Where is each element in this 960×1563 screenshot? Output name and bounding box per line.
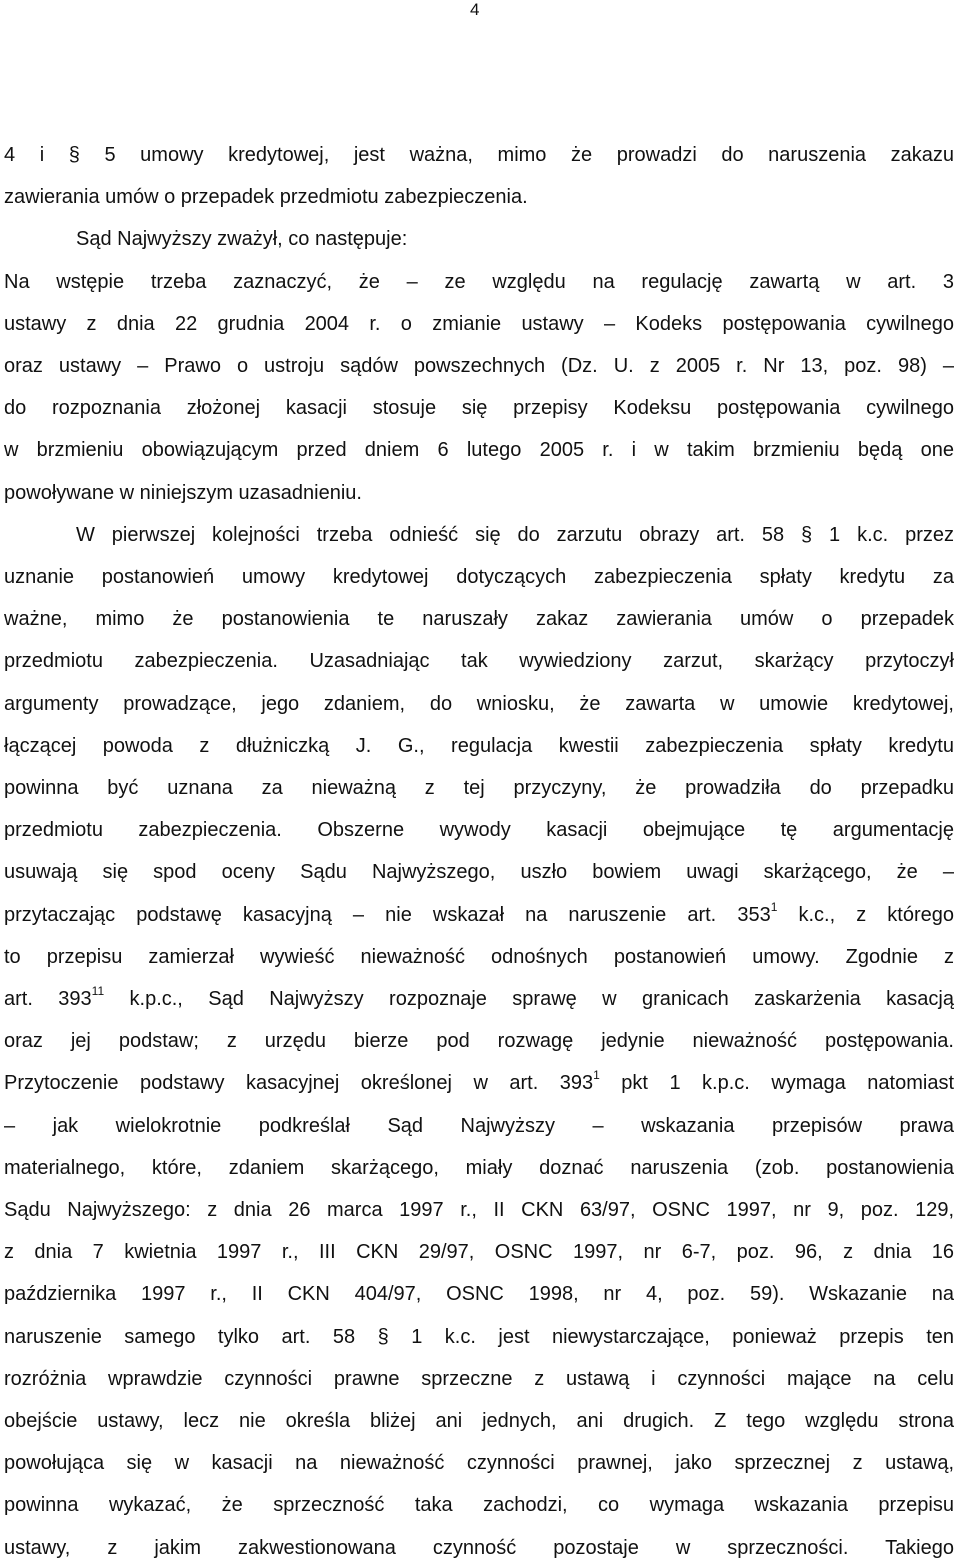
superscript: 11 xyxy=(91,984,105,998)
text-line-content: łączącej powoda z dłużniczką J. G., regulacja kwestii zabezpieczenia spłaty kredytu xyxy=(4,734,954,757)
text-line-content: przedmiotu zabezpieczenia. Uzasadniając tak wywiedziony zarzut, skarżący przytoczył xyxy=(4,650,954,673)
text-line xyxy=(4,1237,954,1267)
superscript: 1 xyxy=(770,899,778,914)
text-line xyxy=(4,1490,954,1520)
text-line xyxy=(4,1322,954,1352)
text-line-content: – jak wielokrotnie podkreślał Sąd Najwyższy – wskazania przepisów prawa xyxy=(4,1114,954,1137)
text-line xyxy=(4,646,954,676)
text-line xyxy=(4,351,954,381)
text-line xyxy=(4,731,954,761)
text-line xyxy=(4,773,954,803)
text-line xyxy=(4,1068,954,1098)
text-line-content: ustawy, z jakim zakwestionowana czynność pozostaje w sprzeczności. Takiego xyxy=(4,1536,954,1559)
text-line-content: art. 393 xyxy=(4,988,92,1010)
text-line-content: z dnia 7 kwietnia 1997 r., III CKN 29/97, OSNC 1997, nr 6-7, poz. 96, z dnia 16 xyxy=(4,1241,954,1264)
text-line-content: to przepisu zamierzał wywieść nieważność odnośnych postanowień umowy. Zgodnie z xyxy=(4,945,954,968)
text-line xyxy=(4,1364,954,1394)
page-number: 4 xyxy=(470,0,480,19)
text-line xyxy=(4,815,954,845)
text-line-content: argumenty prowadzące, jego zdaniem, do wniosku, że zawarta w umowie kredytowej, xyxy=(4,692,954,715)
text-line xyxy=(4,900,954,930)
text-line xyxy=(4,942,954,972)
text-line xyxy=(4,182,954,212)
text-line-content: W pierwszej kolejności trzeba odnieść się do zarzutu obrazy art. 58 § 1 k.c. przez xyxy=(76,523,954,546)
text-line-content: października 1997 r., II CKN 404/97, OSNC 1998, nr 4, poz. 59). Wskazanie na xyxy=(4,1283,954,1306)
text-line-content: Na wstępie trzeba zaznaczyć, że – ze względu na regulację zawartą w art. 3 xyxy=(4,270,954,293)
text-line xyxy=(4,435,954,465)
text-line xyxy=(4,604,954,634)
superscript: 1 xyxy=(593,1068,600,1083)
text-line xyxy=(4,267,954,297)
text-line-content: powołująca się w kasacji na nieważność czynności prawnej, jako sprzecznej z ustawą, xyxy=(4,1452,954,1475)
text-line-content: powinna wykazać, że sprzeczność taka zachodzi, co wymaga wskazania przepisu xyxy=(4,1494,954,1517)
text-line-content: 4 i § 5 umowy kredytowej, jest ważna, mimo że prowadzi do naruszenia zakazu xyxy=(4,144,954,166)
text-line-content: powoływane w niniejszym uzasadnieniu. xyxy=(4,481,362,504)
text-line-content: oraz ustawy – Prawo o ustroju sądów powszechnych (Dz. U. z 2005 r. Nr 13, poz. 98) – xyxy=(4,355,954,377)
text-line-content: do rozpoznania złożonej kasacji stosuje się przepisy Kodeksu postępowania cywilnego xyxy=(4,397,954,420)
text-line-content: Przytoczenie podstawy kasacyjnej określonej w art. 393 xyxy=(4,1072,594,1095)
text-line xyxy=(4,478,954,508)
text-line-continuation: k.p.c., Sąd Najwyższy rozpoznaje sprawę w granicach zaskarżenia kasacją xyxy=(104,988,954,1010)
text-line xyxy=(4,562,954,592)
text-line-content: oraz jej podstaw; z urzędu bierze pod rozwagę jedynie nieważność postępowania. xyxy=(4,1030,954,1053)
text-line-continuation: pkt 1 k.p.c. wymaga natomiast xyxy=(599,1072,954,1095)
text-line-continuation: k.c., z którego xyxy=(777,903,954,926)
text-line xyxy=(4,1111,954,1141)
text-line-content: przytaczając podstawę kasacyjną – nie wskazał na naruszenie art. 353 xyxy=(4,903,771,926)
text-line-content: Sąd Najwyższy zważył, co następuje: xyxy=(76,228,408,251)
text-line xyxy=(4,1026,954,1056)
text-line xyxy=(4,984,954,1014)
text-line xyxy=(76,224,954,254)
text-line xyxy=(4,140,954,170)
text-line-content: materialnego, które, zdaniem skarżącego, miały doznać naruszenia (zob. postanowienia xyxy=(4,1156,954,1179)
text-line xyxy=(4,1406,954,1436)
text-line-content: zawierania umów o przepadek przedmiotu zabezpieczenia. xyxy=(4,186,528,209)
text-line-content: uznanie postanowień umowy kredytowej dotyczących zabezpieczenia spłaty kredytu za xyxy=(4,566,954,588)
text-line xyxy=(4,309,954,339)
text-line-content: powinna być uznana za nieważną z tej przyczyny, że prowadziła do przepadku xyxy=(4,777,954,799)
text-line xyxy=(4,1195,954,1225)
text-line-content: ustawy z dnia 22 grudnia 2004 r. o zmianie ustawy – Kodeks postępowania cywilnego xyxy=(4,312,954,335)
text-line xyxy=(4,689,954,719)
text-line-content: rozróżnia wprawdzie czynności prawne sprzeczne z ustawą i czynności mające na celu xyxy=(4,1367,954,1390)
text-line-content: Sądu Najwyższego: z dnia 26 marca 1997 r., II CKN 63/97, OSNC 1997, nr 9, poz. 129, xyxy=(4,1199,954,1221)
text-line-content: w brzmieniu obowiązującym przed dniem 6 lutego 2005 r. i w takim brzmieniu będą one xyxy=(4,439,954,462)
text-line xyxy=(4,1448,954,1478)
text-line xyxy=(4,1533,954,1563)
text-line xyxy=(4,1153,954,1183)
text-line xyxy=(76,520,954,550)
text-line-content: naruszenie samego tylko art. 58 § 1 k.c. jest niewystarczające, ponieważ przepis ten xyxy=(4,1325,954,1348)
text-line-content: usuwają się spod oceny Sądu Najwyższego, uszło bowiem uwagi skarżącego, że – xyxy=(4,861,954,884)
text-line-content: przedmiotu zabezpieczenia. Obszerne wywody kasacji obejmujące tę argumentację xyxy=(4,819,954,842)
text-line-content: obejście ustawy, lecz nie określa bliżej ani jednych, ani drugich. Z tego względu strona xyxy=(4,1410,954,1432)
text-line-content: ważne, mimo że postanowienia te naruszały zakaz zawierania umów o przepadek xyxy=(4,608,954,631)
text-line xyxy=(4,393,954,423)
text-line xyxy=(4,857,954,887)
text-line xyxy=(4,1279,954,1309)
